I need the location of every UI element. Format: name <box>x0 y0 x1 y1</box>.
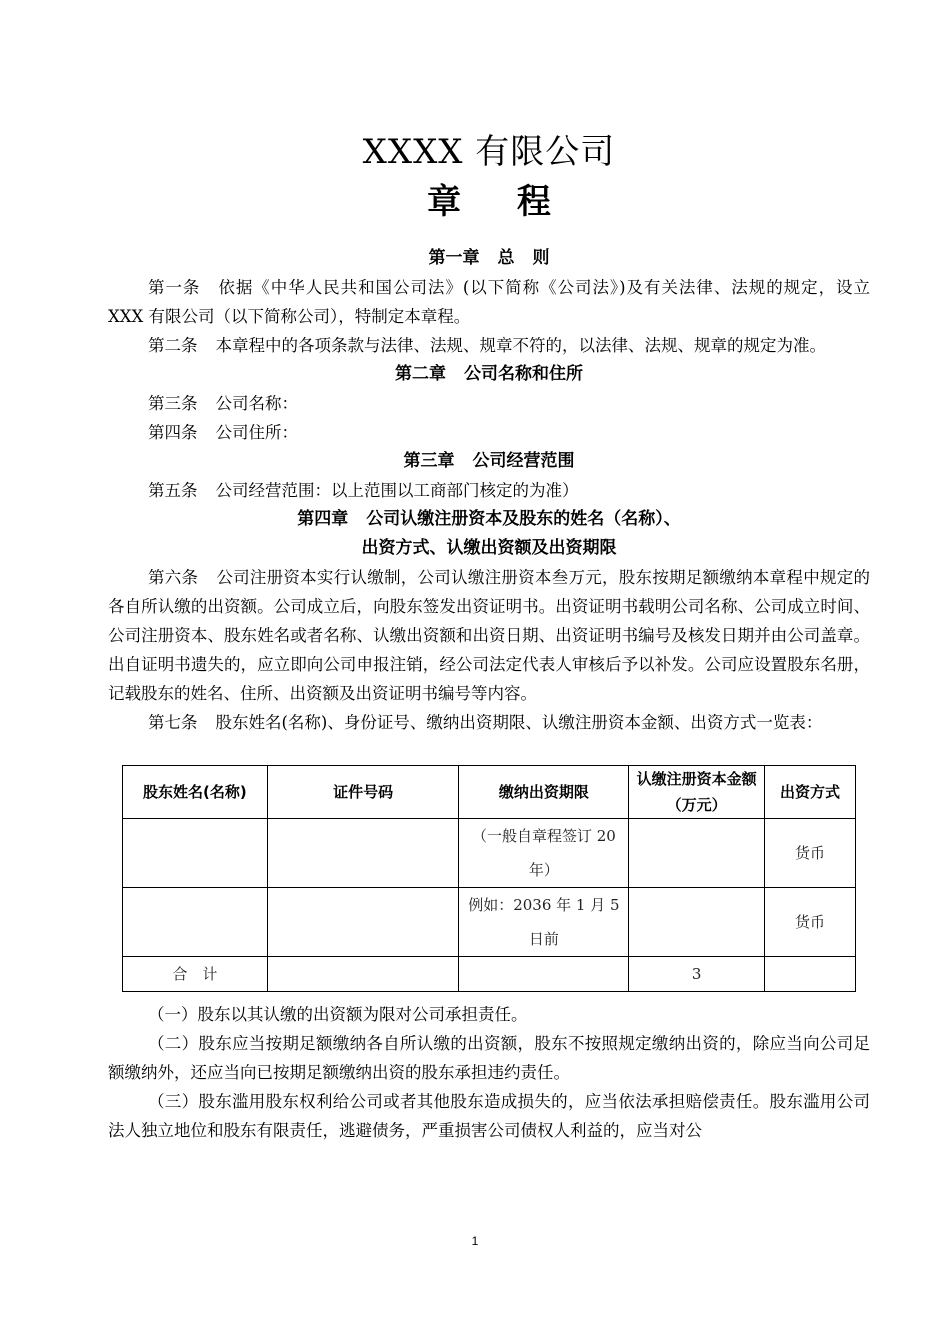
header-subscribed-amount: 认缴注册资本金额（万元） <box>629 766 765 819</box>
article-4: 第四条 公司住所： <box>148 423 298 442</box>
header-payment-deadline: 缴纳出资期限 <box>459 766 629 819</box>
table-row <box>123 888 856 957</box>
cell-subscribed-amount <box>629 819 765 888</box>
article-3: 第三条 公司名称： <box>148 394 298 413</box>
clause-3: （三）股东滥用股东权利给公司或者其他股东造成损失的，应当依法承担赔偿责任。股东滥用公司法人独立地位和股东有限责任，逃避债务，严重损害公司债权人利益的，应当对公 <box>108 1092 870 1140</box>
chapter-1-heading: 第一章 总 则 <box>428 248 550 268</box>
article-2: 第二条 本章程中的各项条款与法律、法规、规章不符的，以法律、法规、规章的规定为准。 <box>148 336 826 355</box>
total-label: 合 计 <box>123 957 268 992</box>
clause-1: （一）股东以其认缴的出资额为限对公司承担责任。 <box>148 1005 528 1024</box>
chapter-2-heading: 第二章 公司名称和住所 <box>395 364 583 384</box>
cell-payment-method: 货币 <box>765 888 856 957</box>
total-empty-2 <box>459 957 629 992</box>
cell-subscribed-amount <box>629 888 765 957</box>
cell-payment-deadline: 例如：2036 年 1 月 5 日前 <box>459 888 629 957</box>
chapter-4-heading: 第四章 公司认缴注册资本及股东的姓名（名称）、 <box>297 509 681 529</box>
document-page <box>108 120 870 1145</box>
article-6: 第六条 公司注册资本实行认缴制，公司认缴注册资本叁万元，股东按期足额缴纳本章程中规定的各自所认缴的出资额。公司成立后，向股东签发出资证明书。出资证明书载明公司名称、公司成立时间、公司注册资本、股东姓名或者名称、认缴出资额和出资日期、出资证明书编号及核发日期并由公司盖章。出自证明书遗失的，应立即向公司申报注销，经公司法定代表人审核后予以补发。公司应设置股东名册，记载股东的姓名、住所、出资额及出资证明书编号等内容。 <box>108 568 871 703</box>
header-id-number: 证件号码 <box>267 766 459 819</box>
document-subtitle: 章 程 <box>427 182 573 222</box>
cell-payment-deadline: （一般自章程签订 20 年） <box>459 819 629 888</box>
total-empty-3 <box>765 957 856 992</box>
table-row <box>123 819 856 888</box>
page-number: 1 <box>471 1234 479 1248</box>
cell-id-number <box>267 819 459 888</box>
cell-payment-method: 货币 <box>765 819 856 888</box>
header-payment-method: 出资方式 <box>765 766 856 819</box>
total-amount: 3 <box>629 957 765 992</box>
article-5: 第五条 公司经营范围：以上范围以工商部门核定的为准） <box>148 481 579 500</box>
cell-shareholder-name <box>123 888 268 957</box>
header-shareholder-name: 股东姓名(名称) <box>123 766 268 819</box>
table-header-row <box>123 766 856 819</box>
article-7: 第七条 股东姓名(名称)、身份证号、缴纳出资期限、认缴注册资本金额、出资方式一览表： <box>148 713 823 732</box>
cell-shareholder-name <box>123 819 268 888</box>
clause-2: （二）股东应当按期足额缴纳各自所认缴的出资额，股东不按照规定缴纳出资的，除应当向公司足额缴纳外，还应当向已按期足额缴纳出资的股东承担违约责任。 <box>108 1034 870 1082</box>
cell-id-number <box>267 888 459 957</box>
total-empty-1 <box>267 957 459 992</box>
table-total-row <box>123 957 856 992</box>
shareholder-table <box>122 765 856 992</box>
document-title: XXXX 有限公司 <box>362 132 616 172</box>
liability-clauses <box>108 1000 870 1145</box>
chapter-4-heading-line2: 出资方式、认缴出资额及出资期限 <box>361 538 617 558</box>
article-1: 第一条 依据《中华人民共和国公司法》(以下简称《公司法》)及有关法律、法规的规定，设立 XXX 有限公司（以下简称公司），特制定本章程。 <box>108 278 871 326</box>
chapter-3-heading: 第三章 公司经营范围 <box>403 451 575 471</box>
